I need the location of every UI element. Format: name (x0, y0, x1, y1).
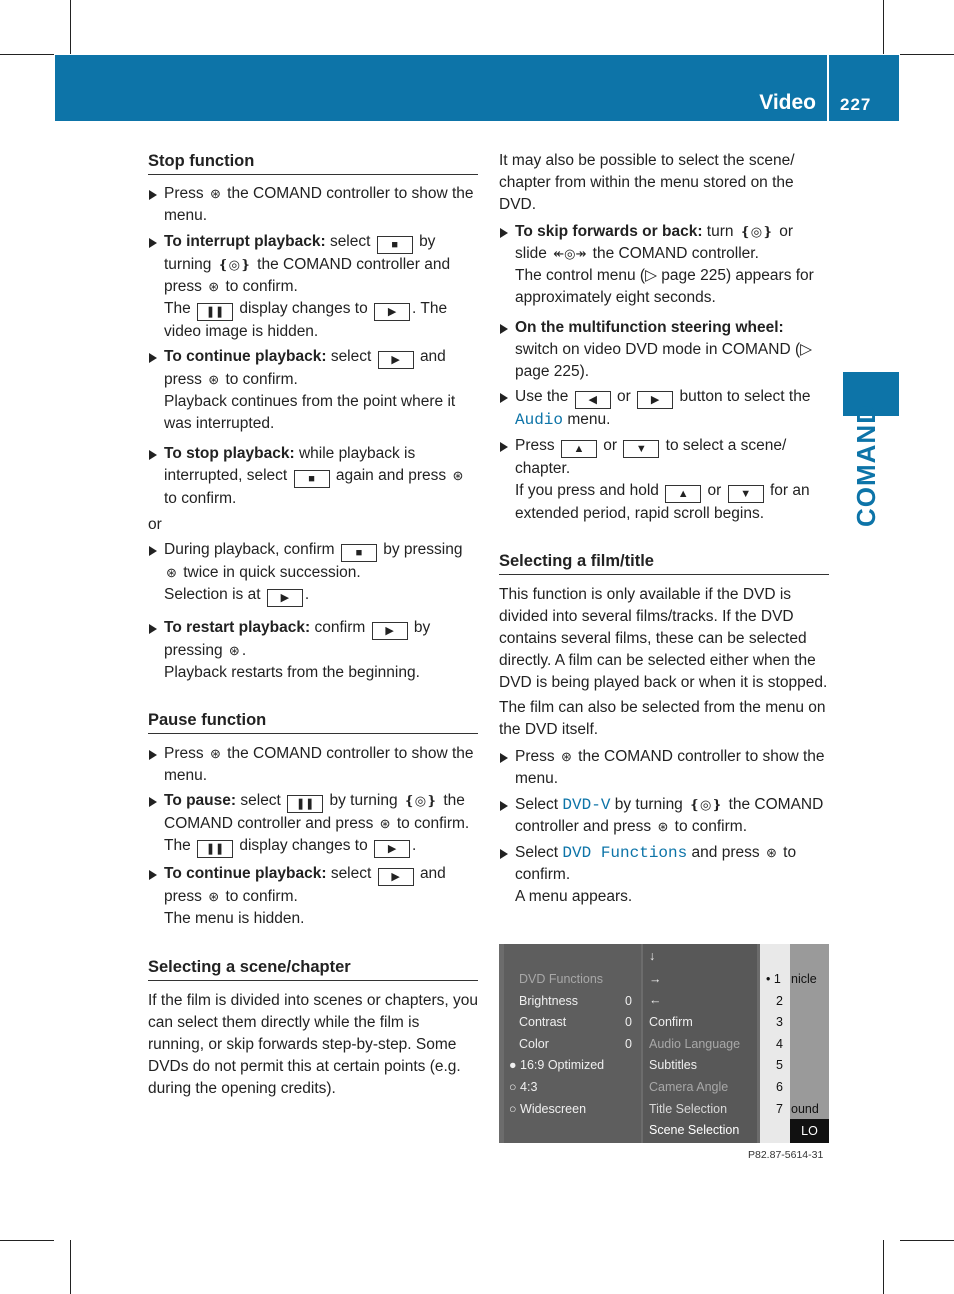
play-icon: ▶ (378, 868, 414, 886)
chapter-number: 6 (776, 1080, 783, 1094)
chapter-number: 1 (773, 972, 781, 986)
press-icon: ⊛ (379, 816, 391, 831)
section-title: Video (759, 91, 816, 114)
crop-mark (883, 0, 884, 54)
menu-item: Subtitles (649, 1058, 697, 1072)
dvd-functions-label: DVD Functions (562, 844, 688, 862)
left-column (148, 150, 478, 1100)
press-icon: ⊛ (765, 845, 777, 860)
play-icon: ▶ (267, 589, 303, 607)
turn-icon: ❴◎❵ (403, 793, 438, 808)
pause-icon: ❚❚ (287, 795, 323, 813)
dvd-menu-screenshot (499, 944, 829, 1143)
stop-step-1: Press ⊛ the COMAND controller to show the menu. (148, 183, 478, 227)
menu-item: Brightness (519, 994, 579, 1008)
dvd-functions-pane: DVD Functions Brightness Contrast Color 0 0 0 ● 16:9 Optimized ○ 4:3 ○ Widescreen (504, 944, 641, 1143)
press-icon: ⊛ (560, 749, 572, 764)
film-paragraph-2: The film can also be selected from the menu on the DVD itself. (499, 699, 826, 738)
scene-paragraph: If the film is divided into scenes or chapters, you can select them directly while the film is running, or skip forwards step-by-step. Some DVDs do not permit this at certain points (e.g. during the opening credits). (148, 992, 478, 1097)
film-heading: Selecting a film/title (499, 550, 829, 575)
menu-value: 0 (625, 1037, 632, 1051)
right-arrow-icon: → (649, 972, 662, 986)
pause-icon: ❚❚ (197, 840, 233, 858)
crop-mark (70, 0, 71, 54)
press-icon: ⊛ (208, 372, 220, 387)
press-icon: ⊛ (208, 889, 220, 904)
press-arrows-step: Press ▲ or ▼ to select a scene/ chapter. If you press and hold ▲ or ▼ for an extended period, rapid scroll begins. (499, 435, 829, 525)
stop-step-6: To restart playback: confirm ▶ by pressing ⊛ . Playback restarts from the beginning. (148, 617, 478, 684)
chapter-number: 4 (776, 1037, 783, 1051)
skip-step: To skip forwards or back: turn ❴◎❵ or slide ↞◎↠ the COMAND controller. The control menu (▷ page 225) appears for approximately eight seconds. (499, 221, 829, 309)
menu-item: Camera Angle (649, 1080, 729, 1094)
turn-icon: ❴◎❵ (689, 797, 723, 812)
slide-icon: ↞◎↠ (553, 246, 587, 261)
menu-item: Audio Language (649, 1037, 741, 1051)
stop-step-4: To stop playback: while playback is interrupted, select ■ again and press ⊛ to confirm. (148, 443, 478, 510)
press-icon: ⊛ (208, 279, 220, 294)
press-icon: ⊛ (452, 468, 464, 483)
page-number: 227 (840, 95, 872, 114)
pause-icon: ❚❚ (197, 303, 233, 321)
intro-paragraph: It may also be possible to select the scene/ chapter from within the menu stored on the DVD. (499, 152, 795, 213)
press-icon: ⊛ (228, 643, 240, 658)
up-icon: ▲ (561, 440, 597, 458)
crop-mark (883, 1240, 884, 1294)
menu-item: 4:3 (520, 1080, 538, 1094)
submenu-pane (643, 944, 757, 1143)
menu-item: DVD Functions (519, 972, 604, 986)
header-divider (827, 55, 829, 121)
use-buttons-step: Use the ◀ or ▶ button to select the Audio menu. (499, 386, 829, 431)
steering-step: On the multifunction steering wheel: switch on video DVD mode in COMAND (▷ page 225). (499, 317, 829, 383)
background-pane (790, 944, 829, 1143)
dvd-v-label: DVD-V (562, 796, 611, 814)
left-arrow-icon: ← (649, 993, 662, 1007)
press-icon: ⊛ (657, 819, 669, 834)
stop-step-5: During playback, confirm ■ by pressing ⊛ twice in quick succession. Selection is at ▶ . (148, 539, 478, 607)
or-text: or (148, 516, 162, 533)
page-header (55, 55, 899, 121)
status-label: LO (790, 1119, 829, 1143)
turn-icon: ❴◎❵ (739, 224, 773, 239)
menu-value: 0 (625, 1015, 632, 1029)
crop-mark (900, 1240, 954, 1241)
up-icon: ▲ (665, 485, 701, 503)
down-arrow-icon: ↓ (649, 949, 656, 963)
menu-value: 0 (625, 994, 632, 1008)
down-icon: ▼ (623, 440, 659, 458)
stop-icon: ■ (294, 470, 330, 488)
stop-step-3: To continue playback: select ▶ and press ⊛ to confirm. Playback continues from the point where it was interrupted. (148, 346, 478, 435)
menu-item: Color (519, 1037, 549, 1051)
crop-mark (0, 1240, 54, 1241)
film-paragraph-1: This function is only available if the DVD is divided into several films/tracks. If the DVD contains several films, these can be selected directly. A film can be selected either when the DVD is being played back or when it is stopped. (499, 586, 828, 691)
menu-item: Widescreen (520, 1102, 587, 1116)
chapter-number: 2 (776, 994, 783, 1008)
play-icon: ▶ (378, 351, 414, 369)
menu-item: Contrast (519, 1015, 567, 1029)
scene-heading: Selecting a scene/chapter (148, 956, 478, 981)
side-title: COMAND (851, 404, 881, 527)
chapter-number: 5 (776, 1058, 783, 1072)
film-step-3: Select DVD Functions and press ⊛ to confirm. A menu appears. (499, 842, 829, 908)
chapter-number: 7 (776, 1102, 783, 1116)
stop-icon: ■ (341, 544, 377, 562)
left-icon: ◀ (575, 391, 611, 409)
film-step-1: Press ⊛ the COMAND controller to show the menu. (499, 746, 829, 790)
menu-item: 16:9 Optimized (520, 1058, 605, 1072)
film-step-2: Select DVD-V by turning ❴◎❵ the COMAND controller and press ⊛ to confirm. (499, 794, 829, 838)
press-icon: ⊛ (166, 565, 177, 580)
down-icon: ▼ (728, 485, 764, 503)
pause-step-3: To continue playback: select ▶ and press ⊛ to confirm. The menu is hidden. (148, 863, 478, 930)
menu-item: Title Selection (649, 1102, 728, 1116)
turn-icon: ❴◎❵ (217, 257, 251, 272)
chapter-list: • 1 2 3 4 5 6 7 (760, 944, 790, 1143)
right-column (499, 150, 829, 908)
crop-mark (70, 1240, 71, 1294)
play-icon: ▶ (374, 303, 410, 321)
stop-step-2: To interrupt playback: select ■ by turning ❴◎❵ the COMAND controller and press ⊛ to confirm. The ❚❚ display changes to ▶ . The video image is hidden. (148, 231, 478, 343)
figure-caption: P82.87-5614-31 (748, 1149, 824, 1161)
audio-menu-label: Audio (515, 411, 564, 429)
play-icon: ▶ (372, 622, 408, 640)
background-text: ound (791, 1102, 819, 1116)
crop-mark (0, 54, 54, 55)
play-icon: ▶ (637, 391, 673, 409)
stop-icon: ■ (377, 236, 413, 254)
pause-step-2: To pause: select ❚❚ by turning ❴◎❵ the COMAND controller and press ⊛ to confirm. The ❚❚ display changes to ▶ . (148, 790, 478, 858)
stop-heading: Stop function (148, 150, 478, 175)
pause-heading: Pause function (148, 709, 478, 734)
chapter-number: 3 (776, 1015, 783, 1029)
menu-item: Confirm (649, 1015, 693, 1029)
crop-mark (900, 54, 954, 55)
press-icon: ⊛ (209, 746, 221, 761)
play-icon: ▶ (374, 840, 410, 858)
press-icon: ⊛ (209, 186, 221, 201)
pause-step-1: Press ⊛ the COMAND controller to show the menu. (148, 743, 478, 787)
menu-item-selected: Scene Selection (649, 1123, 740, 1137)
background-text: nicle (791, 972, 817, 986)
